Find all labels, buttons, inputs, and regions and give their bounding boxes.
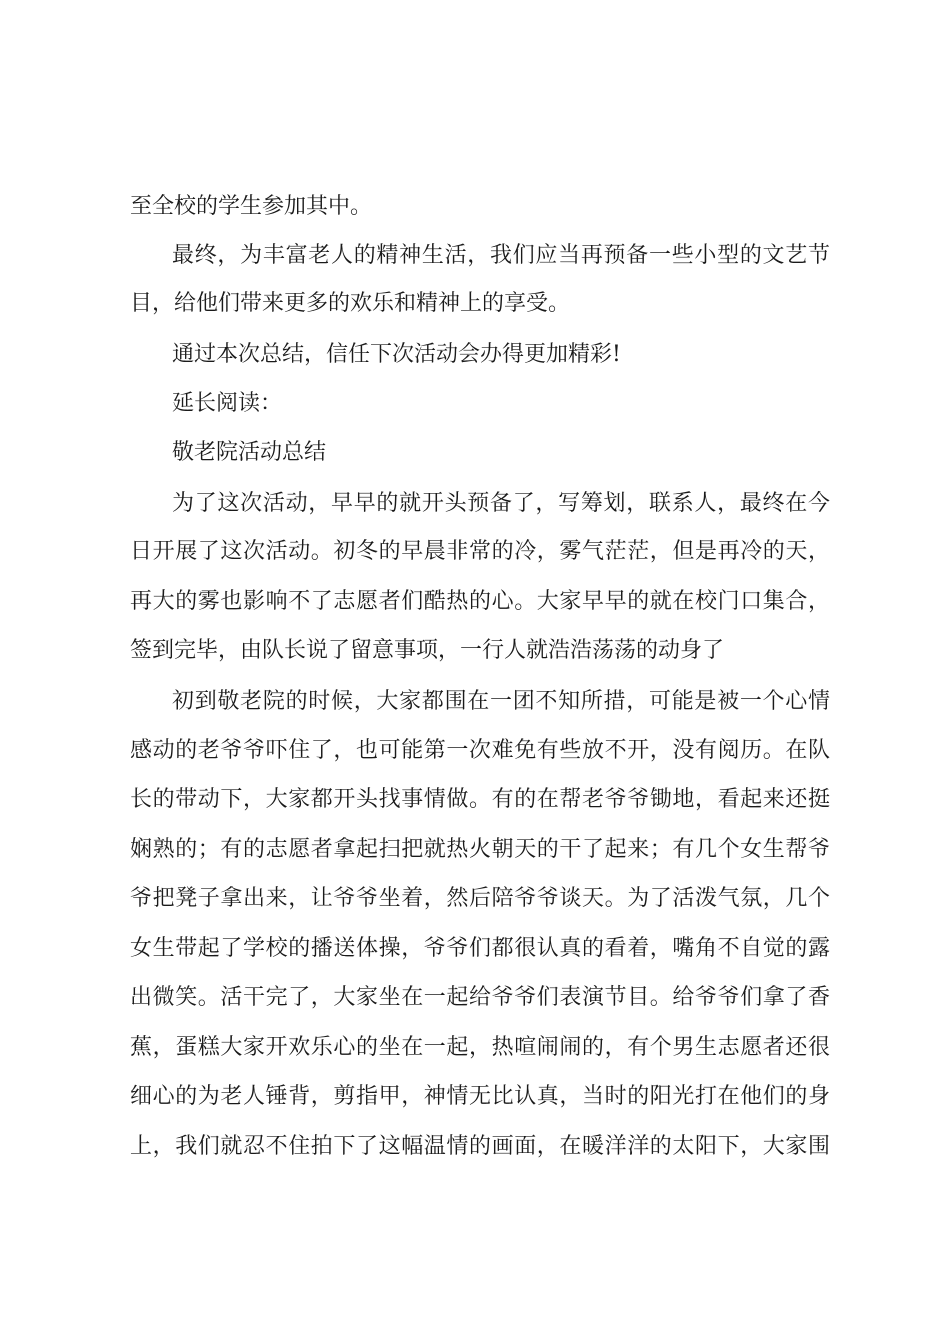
text-line-4: 通过本次总结，信任下次活动会办得更加精彩! xyxy=(172,342,621,367)
text-line-19: 细心的为老人锤背，剪指甲，神情无比认真，当时的阳光打在他们的身 xyxy=(130,1084,830,1109)
text-line-10: 签到完毕，由队长说了留意事项，一行人就浩浩荡荡的动身了 xyxy=(130,638,725,663)
text-line-14: 娴熟的；有的志愿者拿起扫把就热火朝天的干了起来；有几个女生帮爷 xyxy=(130,837,830,862)
text-line-3: 目，给他们带来更多的欢乐和精神上的享受。 xyxy=(130,291,571,316)
text-line-12: 感动的老爷爷吓住了，也可能第一次难免有些放不开，没有阅历。在队 xyxy=(130,738,830,763)
text-line-7: 为了这次活动，早早的就开头预备了，写筹划，联系人，最终在今 xyxy=(172,491,830,516)
text-line-16: 女生带起了学校的播送体操，爷爷们都很认真的看着，嘴角不自觉的露 xyxy=(130,936,830,961)
text-line-5: 延长阅读： xyxy=(172,391,283,416)
text-line-15: 爷把凳子拿出来，让爷爷坐着，然后陪爷爷谈天。为了活泼气氛，几个 xyxy=(130,886,830,911)
text-line-1: 至全校的学生参加其中。 xyxy=(130,194,373,219)
text-line-18: 蕉，蛋糕大家开欢乐心的坐在一起，热喧闹闹的，有个男生志愿者还很 xyxy=(130,1035,830,1060)
text-line-11: 初到敬老院的时候，大家都围在一团不知所措，可能是被一个心情 xyxy=(172,689,830,714)
text-line-17: 出微笑。活干完了，大家坐在一起给爷爷们表演节目。给爷爷们拿了香 xyxy=(130,985,830,1010)
text-line-13: 长的带动下，大家都开头找事情做。有的在帮老爷爷锄地，看起来还挺 xyxy=(130,787,830,812)
text-line-20: 上，我们就忍不住拍下了这幅温情的画面，在暖洋洋的太阳下，大家围 xyxy=(130,1134,830,1159)
text-line-8: 日开展了这次活动。初冬的早晨非常的冷，雾气茫茫，但是再冷的天， xyxy=(130,539,830,564)
text-line-6: 敬老院活动总结 xyxy=(172,440,327,465)
text-line-9: 再大的雾也影响不了志愿者们酷热的心。大家早早的就在校门口集合， xyxy=(130,589,830,614)
text-line-2: 最终，为丰富老人的精神生活，我们应当再预备一些小型的文艺节 xyxy=(172,243,830,268)
